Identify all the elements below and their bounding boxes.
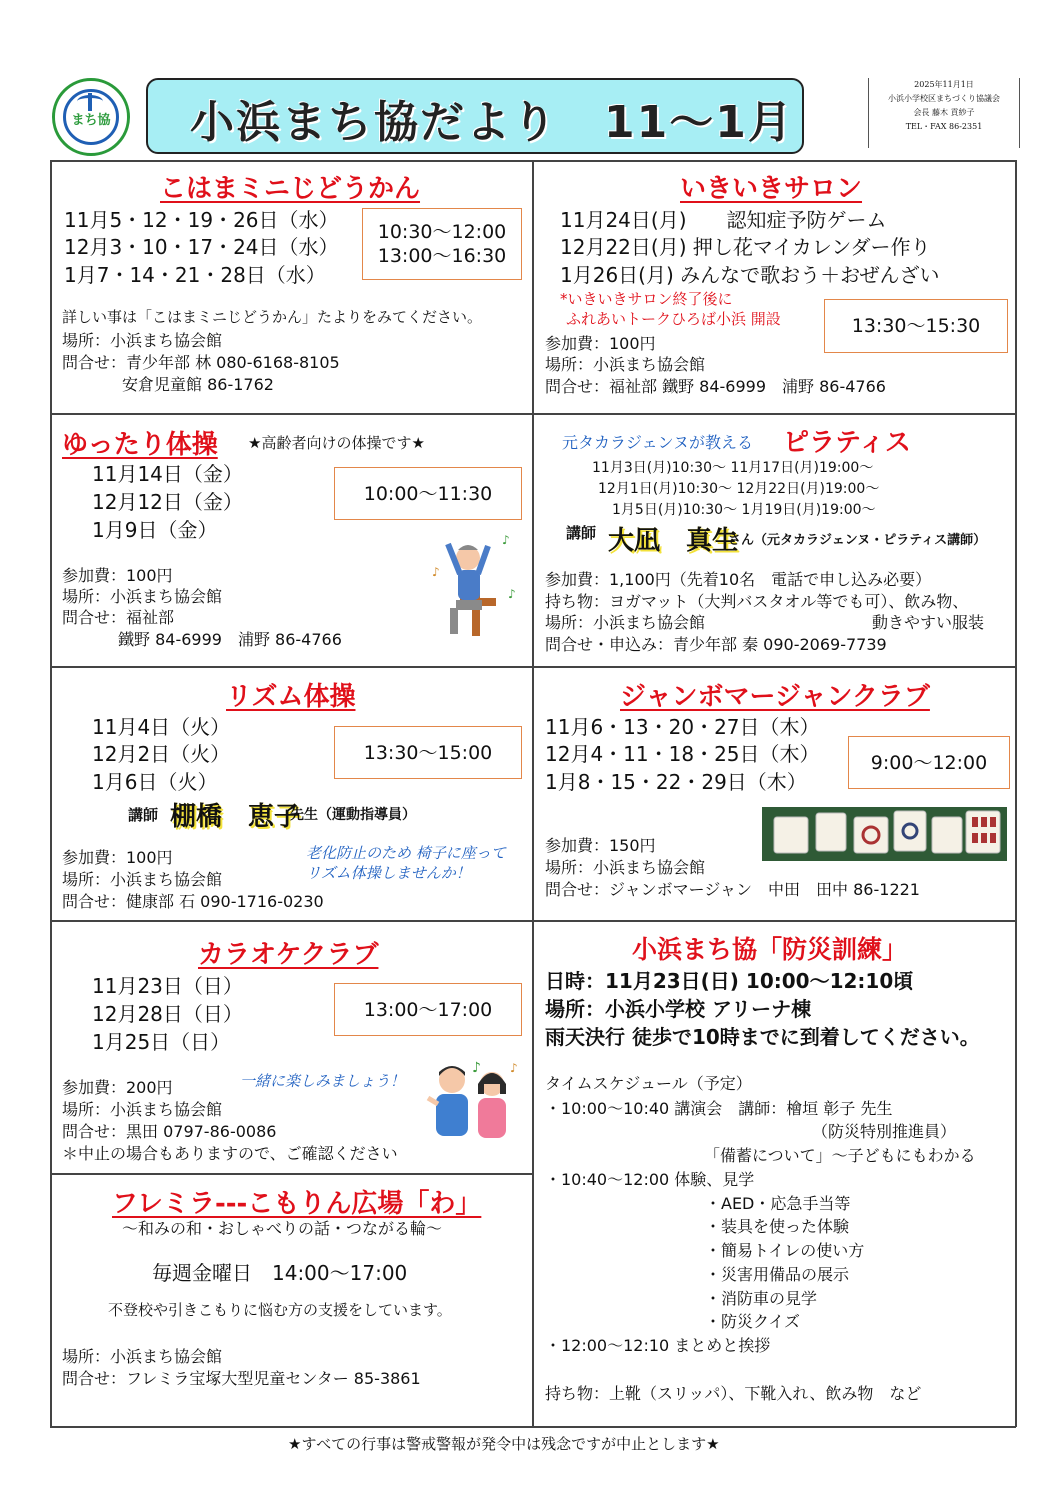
rhythm-date-2: 12月2日（火） — [92, 742, 231, 766]
yuttari-time: 10:00～11:30 — [363, 482, 493, 505]
pilates-date-1: 11月3日(月)10:30～ 11月17日(月)19:00～ — [592, 460, 874, 476]
ikiiki-item-1: 11月24日(月) 認知症予防ゲーム — [560, 208, 887, 232]
bousai-s2: ・10:40～12:00 体験、見学 — [545, 1170, 755, 1189]
kohama-contact-1: 問合せ：青少年部 林 080-6168-8105 — [62, 353, 340, 372]
bousai-s1b: （防災特別推進員） — [812, 1122, 957, 1141]
rhythm-message-2: リズム体操しませんか！ — [306, 864, 471, 882]
mahjong-contact: 問合せ：ジャンボマージャン 中田 田中 86-1221 — [545, 880, 920, 899]
karaoke-title: カラオケクラブ — [198, 940, 379, 970]
svg-text:♪: ♪ — [432, 565, 440, 579]
ikiiki-contact: 問合せ：福祉部 鐵野 84-6999 浦野 86-4766 — [545, 377, 886, 396]
pilates-items-2: 動きやすい服装 — [872, 613, 985, 632]
karaoke-contact: 問合せ：黒田 0797-86-0086 — [62, 1122, 277, 1141]
bousai-title: 小浜まち協「防災訓練」 — [632, 935, 908, 964]
kohama-time-2: 13:00～16:30 — [377, 245, 507, 267]
mahjong-tiles-illustration — [762, 807, 1007, 861]
karaoke-fee: 参加費：200円 — [62, 1078, 173, 1097]
mahjong-date-2: 12月4・11・18・25日（木） — [545, 742, 820, 766]
yuttari-place: 場所：小浜まち協会館 — [62, 587, 223, 606]
pilates-date-2: 12月1日(月)10:30～ 12月22日(月)19:00～ — [598, 481, 880, 497]
rhythm-date-1: 11月4日（火） — [92, 715, 231, 739]
ikiiki-note-2: ふれあいトークひろば小浜 開設 — [566, 310, 781, 328]
contact-tel: TEL・FAX 86-2351 — [905, 122, 983, 131]
bousai-schedule-title: タイムスケジュール（予定） — [545, 1074, 752, 1093]
mahjong-time-box — [848, 736, 1010, 789]
bousai-s3: ・12:00～12:10 まとめと挨拶 — [545, 1336, 771, 1355]
yuttari-contact-2: 鐵野 84-6999 浦野 86-4766 — [118, 630, 342, 649]
karaoke-illustration — [418, 1058, 528, 1148]
rhythm-place: 場所：小浜まち協会館 — [62, 870, 223, 889]
pilates-pre: 元タカラジェンヌが教える — [562, 433, 754, 452]
kohama-title: こはまミニじどうかん — [160, 174, 421, 204]
yuttari-contact-1: 問合せ：福祉部 — [62, 608, 175, 627]
svg-text:♪: ♪ — [472, 1060, 481, 1076]
karaoke-date-1: 11月23日（日） — [92, 974, 243, 998]
fremira-place: 場所：小浜まち協会館 — [62, 1347, 223, 1366]
ikiiki-note-1: *いきいきサロン終了後に — [560, 290, 733, 308]
rhythm-time: 13:30～15:00 — [363, 741, 493, 764]
karaoke-time: 13:00～17:00 — [363, 998, 493, 1021]
ikiiki-item-2: 12月22日(月) 押し花マイカレンダー作り — [560, 235, 931, 259]
bousai-s2-item-2: ・装具を使った体験 — [705, 1217, 850, 1236]
pilates-place: 場所：小浜まち協会館 — [545, 613, 706, 632]
pilates-contact: 問合せ・申込み：青少年部 秦 090-2069-7739 — [545, 635, 887, 654]
pilates-title: ピラティス — [783, 428, 911, 458]
rhythm-teacher-label: 講師 — [128, 806, 159, 824]
kohama-place: 場所：小浜まち協会館 — [62, 331, 223, 350]
kohama-time-box — [362, 208, 522, 280]
svg-text:♪: ♪ — [510, 1061, 518, 1075]
kohama-note: 詳しい事は「こはまミニじどうかん」たよりをみてください。 — [62, 308, 483, 326]
grid-middle — [532, 160, 534, 1427]
bousai-s2-item-6: ・防災クイズ — [705, 1312, 801, 1331]
mahjong-date-1: 11月6・13・20・27日（木） — [545, 715, 820, 739]
kohama-contact-2: 安倉児童館 86-1762 — [122, 375, 274, 394]
rhythm-teacher-suffix: 先生（運動指導員） — [290, 807, 416, 823]
yuttari-subtitle: ★高齢者向けの体操です★ — [248, 434, 425, 452]
yuttari-date-3: 1月9日（金） — [92, 518, 218, 542]
grid-row3 — [50, 920, 1016, 922]
pilates-teacher-label: 講師 — [566, 524, 597, 542]
bousai-bring: 持ち物：上靴（スリッパ）、下靴入れ、飲み物 など — [545, 1384, 922, 1403]
bousai-s1: ・10:00～10:40 講演会 講師：檜垣 彰子 先生 — [545, 1099, 893, 1118]
logo-text: まち協 — [71, 113, 111, 128]
grid-row1 — [50, 413, 1016, 415]
kohama-date-1: 11月5・12・19・26日（水） — [64, 208, 339, 232]
pilates-date-3: 1月5日(月)10:30～ 1月19日(月)19:00～ — [612, 502, 876, 518]
kohama-time-1: 10:30～12:00 — [377, 221, 507, 243]
karaoke-message: 一緒に楽しみましょう！ — [240, 1072, 406, 1090]
mahjong-place: 場所：小浜まち協会館 — [545, 858, 706, 877]
rhythm-message-1: 老化防止のため 椅子に座って — [306, 844, 506, 862]
bousai-s2-item-5: ・消防車の見学 — [705, 1289, 818, 1308]
karaoke-time-box — [334, 983, 522, 1036]
karaoke-date-3: 1月25日（日） — [92, 1030, 231, 1054]
grid-row4-left — [50, 1173, 533, 1175]
rhythm-date-3: 1月6日（火） — [92, 770, 218, 794]
ikiiki-title: いきいきサロン — [680, 174, 863, 204]
karaoke-date-2: 12月28日（日） — [92, 1002, 243, 1026]
mahjong-date-3: 1月8・15・22・29日（木） — [545, 770, 807, 794]
grid-left — [50, 160, 52, 1427]
yuttari-fee: 参加費：100円 — [62, 566, 173, 585]
rhythm-contact: 問合せ：健康部 石 090-1716-0230 — [62, 892, 324, 911]
yuttari-date-1: 11月14日（金） — [92, 462, 243, 486]
chair-name: 会長 藤木 貢紗子 — [913, 108, 975, 117]
ikiiki-place: 場所：小浜まち協会館 — [545, 355, 706, 374]
kohama-date-2: 12月3・10・17・24日（水） — [64, 235, 339, 259]
yuttari-date-2: 12月12日（金） — [92, 490, 243, 514]
svg-text:♪: ♪ — [502, 533, 510, 547]
ikiiki-time: 13:30～15:30 — [851, 315, 981, 337]
fremira-contact: 問合せ：フレミラ宝塚大型児童センター 85-3861 — [62, 1369, 421, 1388]
org-name: 小浜小学校区まちづくり協議会 — [888, 94, 1000, 103]
karaoke-note: ＊中止の場合もありますので、ご確認ください — [62, 1144, 398, 1163]
grid-bottom — [50, 1426, 1016, 1428]
mahjong-title: ジャンボマージャンクラブ — [620, 682, 930, 712]
grid-right — [1015, 160, 1017, 1427]
fremira-desc: 不登校や引きこもりに悩む方の支援をしています。 — [108, 1301, 452, 1319]
mahjong-time: 9:00～12:00 — [870, 751, 988, 774]
ikiiki-item-3: 1月26日(月) みんなで歌おう＋おぜんざい — [560, 263, 940, 287]
ikiiki-fee: 参加費：100円 — [545, 334, 656, 353]
fremira-schedule: 毎週金曜日 14:00～17:00 — [152, 1261, 408, 1285]
fremira-subtitle: ～和みの和・おしゃべりの話・つながる輪～ — [122, 1219, 443, 1238]
issuer-info — [868, 78, 1020, 148]
pilates-fee: 参加費：1,100円（先着10名 電話で申し込み必要） — [545, 570, 932, 589]
bousai-s2-item-3: ・簡易トイレの使い方 — [705, 1241, 865, 1260]
ikiiki-time-box — [824, 299, 1008, 353]
bousai-s1c: 「備蓄について」～子どもにもわかる — [704, 1146, 976, 1165]
rhythm-time-box — [334, 726, 522, 779]
bousai-s2-item-4: ・災害用備品の展示 — [705, 1265, 850, 1284]
bousai-s2-item-1: ・AED・応急手当等 — [705, 1194, 851, 1213]
rhythm-fee: 参加費：100円 — [62, 848, 173, 867]
rhythm-teacher: 棚橋 恵子 — [170, 802, 301, 832]
fremira-title: フレミラ---こもりん広場「わ」 — [112, 1189, 482, 1219]
machikyo-logo — [52, 78, 130, 156]
bousai-when: 日時：11月23日(日) 10:00～12:10頃 — [545, 969, 914, 993]
kohama-date-3: 1月7・14・21・28日（水） — [64, 263, 326, 287]
issue-date: 2025年11月1日 — [914, 80, 974, 89]
yuttari-time-box — [334, 467, 522, 520]
mahjong-fee: 参加費：150円 — [545, 836, 656, 855]
page-title: 小浜まち協だより 11～1月 — [190, 97, 794, 148]
rhythm-title: リズム体操 — [226, 682, 356, 712]
footer-notice: ★すべての行事は警戒警報が発令中は残念ですが中止とします★ — [288, 1435, 720, 1453]
pilates-teacher: 大凪 真生 — [608, 526, 739, 556]
bousai-where: 場所：小浜小学校 アリーナ棟 — [545, 997, 812, 1021]
bousai-rain: 雨天決行 徒歩で10時までに到着してください。 — [545, 1025, 980, 1049]
pilates-items: 持ち物：ヨガマット（大判バスタオル等でも可）、飲み物、 — [545, 592, 969, 611]
pilates-teacher-suffix: さん（元タカラジェンヌ・ピラティス講師） — [728, 533, 987, 548]
grid-row2 — [50, 666, 1016, 668]
yuttari-title: ゆったり体操 — [62, 430, 218, 460]
exercise-illustration — [430, 530, 525, 645]
svg-text:♪: ♪ — [508, 587, 516, 601]
karaoke-place: 場所：小浜まち協会館 — [62, 1100, 223, 1119]
